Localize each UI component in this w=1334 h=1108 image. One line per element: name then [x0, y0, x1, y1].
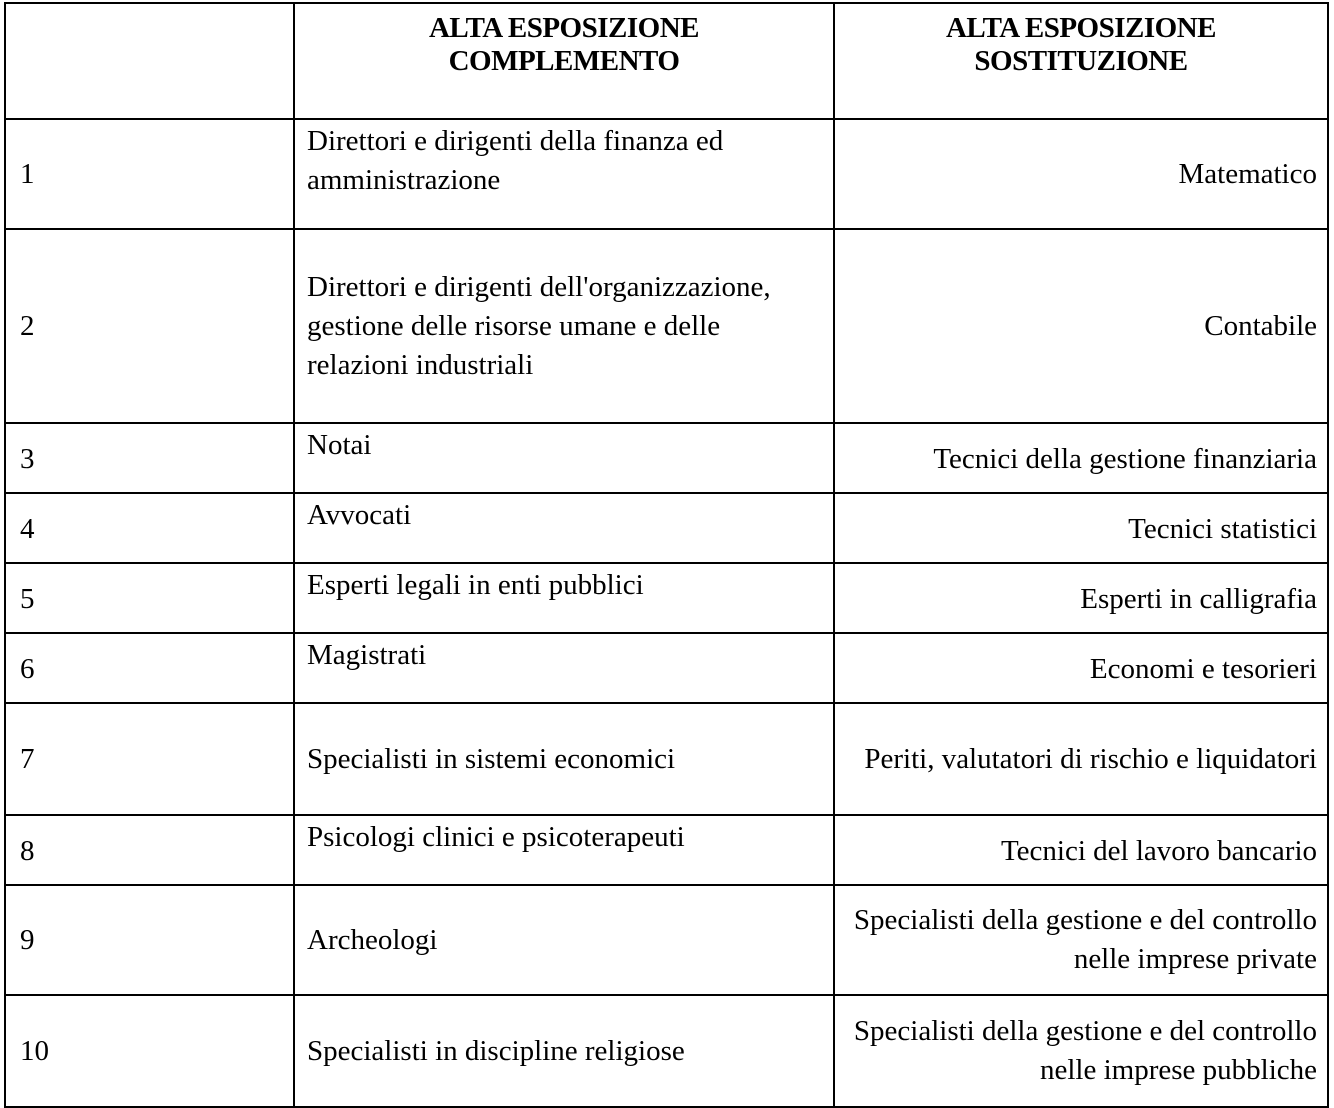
header-sostituzione-line1: ALTA ESPOSIZIONE [945, 12, 1217, 44]
row-number: 8 [5, 815, 294, 885]
sostituzione-cell: Specialisti della gestione e del controllo nelle imprese pubbliche [834, 995, 1328, 1107]
sostituzione-cell: Economi e tesorieri [834, 633, 1328, 703]
sostituzione-cell: Periti, valutatori di rischio e liquidatori [834, 703, 1328, 815]
complemento-cell: Specialisti in sistemi economici [294, 703, 834, 815]
table-row [5, 995, 1328, 1107]
complemento-cell: Direttori e dirigenti dell'organizzazione, gestione delle risorse umane e delle relazioni industriali [294, 229, 834, 423]
row-number: 1 [5, 119, 294, 229]
header-complemento-line1: ALTA ESPOSIZIONE [428, 12, 700, 44]
sostituzione-cell: Tecnici della gestione finanziaria [834, 423, 1328, 493]
table-row [5, 119, 1328, 229]
complemento-cell: Esperti legali in enti pubblici [294, 563, 834, 633]
row-number: 7 [5, 703, 294, 815]
row-number: 2 [5, 229, 294, 423]
complemento-cell: Avvocati [294, 493, 834, 563]
table-row [5, 885, 1328, 995]
table-row [5, 423, 1328, 493]
complemento-cell: Specialisti in discipline religiose [294, 995, 834, 1107]
header-cell-complemento [294, 3, 834, 119]
table-row [5, 815, 1328, 885]
row-number: 6 [5, 633, 294, 703]
complemento-cell: Notai [294, 423, 834, 493]
header-sostituzione-line2: SOSTITUZIONE [974, 45, 1188, 77]
row-number: 9 [5, 885, 294, 995]
complemento-cell: Psicologi clinici e psicoterapeuti [294, 815, 834, 885]
row-number: 4 [5, 493, 294, 563]
complemento-cell: Archeologi [294, 885, 834, 995]
row-number: 5 [5, 563, 294, 633]
sostituzione-cell: Contabile [834, 229, 1328, 423]
header-cell-index [5, 3, 294, 119]
sostituzione-cell: Esperti in calligrafia [834, 563, 1328, 633]
table-row [5, 493, 1328, 563]
exposure-table [4, 2, 1329, 1108]
header-cell-sostituzione [834, 3, 1328, 119]
complemento-cell: Magistrati [294, 633, 834, 703]
sostituzione-cell: Matematico [834, 119, 1328, 229]
row-number: 3 [5, 423, 294, 493]
sostituzione-cell: Tecnici del lavoro bancario [834, 815, 1328, 885]
table-row [5, 563, 1328, 633]
table-row [5, 703, 1328, 815]
row-number: 10 [5, 995, 294, 1107]
table-header-row [5, 3, 1328, 119]
complemento-cell: Direttori e dirigenti della finanza ed amministrazione [294, 119, 834, 229]
table-row [5, 633, 1328, 703]
header-complemento-line2: COMPLEMENTO [448, 45, 680, 77]
sostituzione-cell: Tecnici statistici [834, 493, 1328, 563]
sostituzione-cell: Specialisti della gestione e del controllo nelle imprese private [834, 885, 1328, 995]
table-row [5, 229, 1328, 423]
